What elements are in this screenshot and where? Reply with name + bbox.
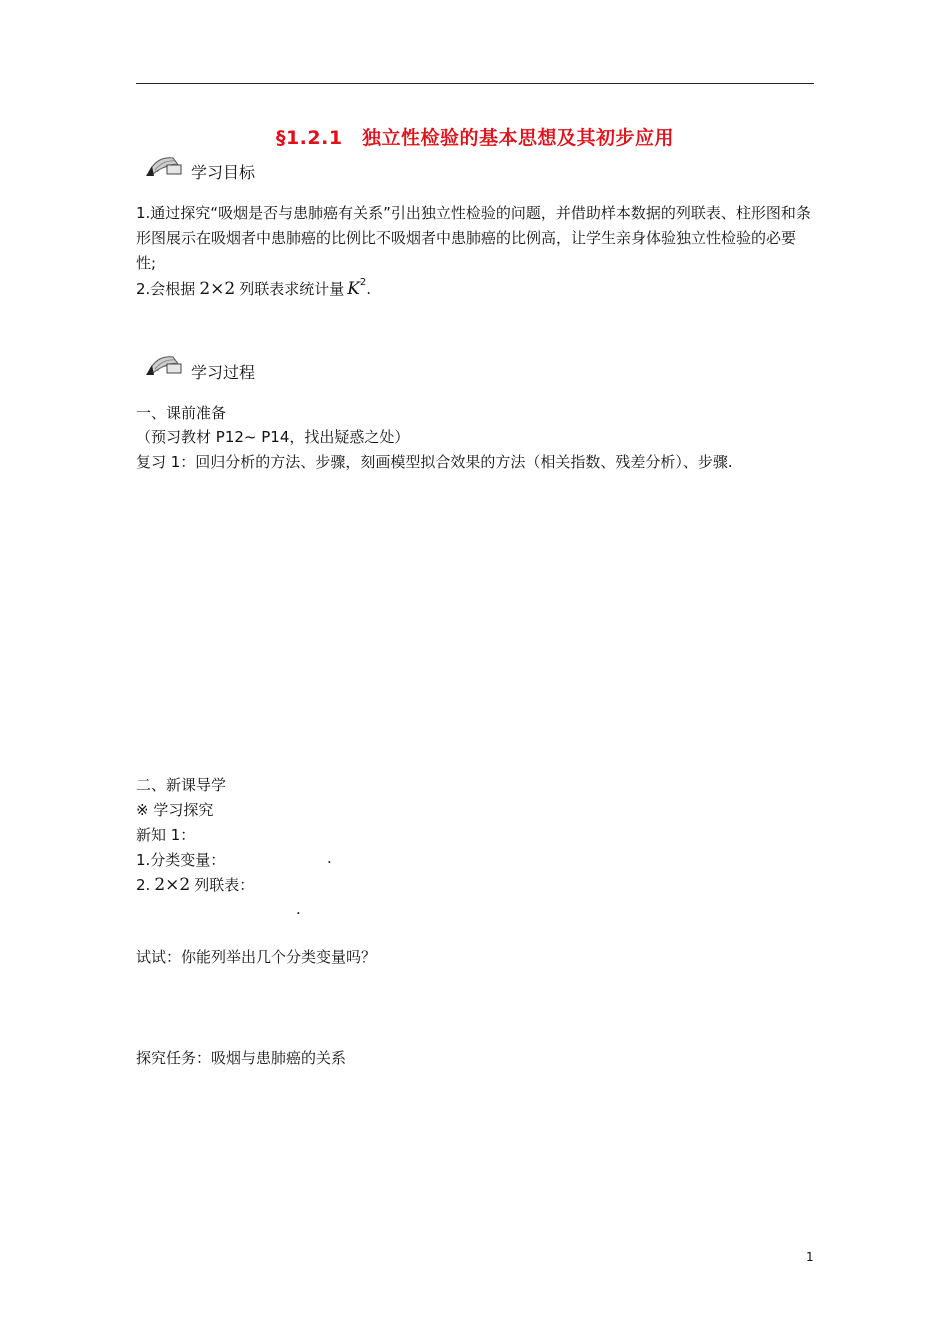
review-1: 复习 1：回归分析的方法、步骤，刻画模型拟合效果的方法（相关指数、残差分析）、步骤. — [136, 453, 733, 471]
newlesson-heading: 二、新课导学 — [136, 776, 227, 794]
k-symbol: K — [347, 279, 360, 299]
explore-task: 探究任务：吸烟与患肺癌的关系 — [136, 1049, 347, 1067]
prep-heading: 一、课前准备 — [136, 404, 227, 422]
page-title: §1.2.1 独立性检验的基本思想及其初步应用 — [275, 127, 675, 149]
k-exponent: 2 — [359, 277, 367, 288]
goal-item-2-end: . — [366, 280, 372, 298]
blank-end-dot: . — [296, 900, 301, 918]
process-heading: 学习过程 — [191, 363, 256, 382]
goal-item-2-math: 2×2 — [199, 279, 236, 299]
explore-heading: ※ 学习探究 — [136, 801, 214, 819]
new-knowledge-label: 新知 1： — [136, 826, 196, 844]
page-number: 1 — [806, 1250, 814, 1264]
blank-end-dot: . — [327, 849, 332, 867]
goal-item-2-middle: 列联表求统计量 — [239, 280, 345, 298]
item2-text: 列联表： — [194, 876, 255, 894]
categorical-variable-label: 1.分类变量： — [136, 851, 226, 869]
book-icon — [143, 351, 187, 377]
item2-prefix: 2. — [136, 876, 151, 894]
goals-heading: 学习目标 — [191, 163, 256, 182]
prep-note: （预习教材 P12~ P14，找出疑惑之处） — [136, 428, 410, 446]
try-prompt: 试试：你能列举出几个分类变量吗？ — [136, 948, 377, 966]
contingency-table-label — [136, 874, 254, 895]
book-icon — [143, 152, 187, 178]
goal-item-2 — [136, 278, 371, 299]
item2-math: 2×2 — [154, 875, 191, 895]
goal-item-2-prefix: 2.会根据 — [136, 280, 196, 298]
goal-item-1: 1.通过探究“吸烟是否与患肺癌有关系”引出独立性检验的问题，并借助样本数据的列联表、柱形图和条形图展示在吸烟者中患肺癌的比例比不吸烟者中患肺癌的比例高，让学生亲身体验独立性检验的必要性; — [136, 204, 811, 272]
header-rule — [136, 83, 814, 84]
